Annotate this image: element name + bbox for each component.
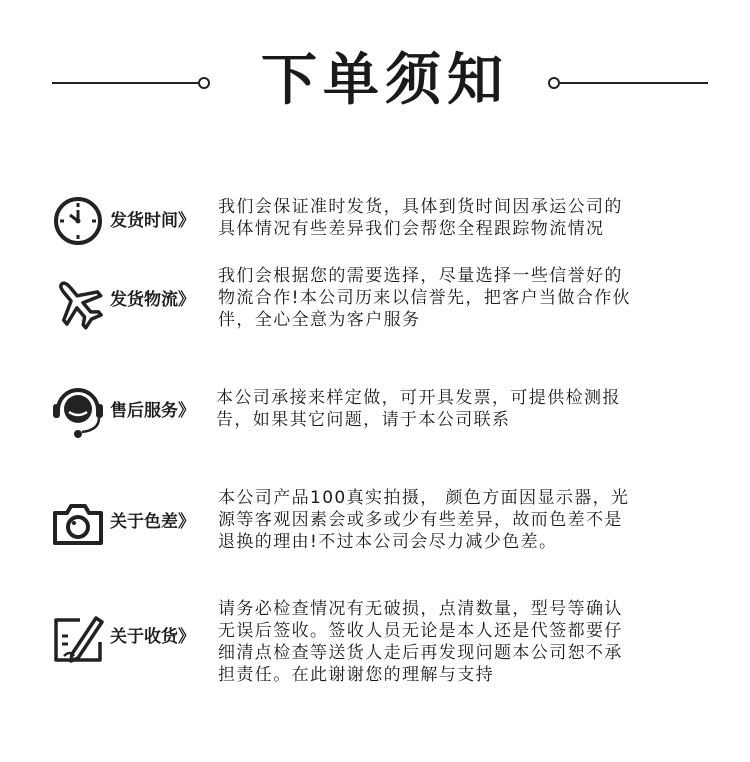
- airplane-icon: [50, 275, 106, 331]
- headset-icon: [50, 380, 106, 440]
- header-left-dot: [198, 77, 210, 89]
- item-label: 关于色差》: [110, 512, 195, 532]
- item-label: 发货时间》: [110, 211, 195, 231]
- header-right-line: [560, 82, 708, 84]
- sign-pen-icon: [50, 612, 106, 668]
- item-label: 售后服务》: [110, 401, 195, 421]
- item-description: 请务必检查情况有无破损，点清数量，型号等确认 无误后签收。签收人员无论是本人还是代签都要仔 细清点检查等送货人走后再发现问题本公司恕不承 担责任。在此谢谢您的理解与支持: [218, 599, 623, 685]
- page-title: 下单须知: [261, 47, 509, 113]
- item-label: 发货物流》: [110, 290, 195, 310]
- item-description: 本公司产品100真实拍摄， 颜色方面因显示器，光 源等客观因素会或多或少有些差异，故而色差不是 退换的理由!不过本公司会尽力减少色差。: [218, 488, 630, 552]
- item-description: 我们会保证准时发货，具体到货时间因承运公司的 具体情况有些差异我们会帮您全程跟踪物流情况: [218, 197, 623, 239]
- header-left-line: [52, 82, 200, 84]
- camera-icon: [50, 497, 106, 553]
- item-label: 关于收货》: [110, 627, 195, 647]
- header-right-dot: [548, 77, 560, 89]
- item-description: 我们会根据您的需要选择，尽量选择一些信誉好的 物流合作!本公司历来以信誉先，把客户当做合作伙 伴，全心全意为客户服务: [218, 266, 632, 330]
- item-description: 本公司承接来样定做，可开具发票，可提供检测报 告，如果其它问题，请于本公司联系: [216, 388, 621, 430]
- clock-icon: [50, 193, 106, 249]
- header: [0, 0, 750, 160]
